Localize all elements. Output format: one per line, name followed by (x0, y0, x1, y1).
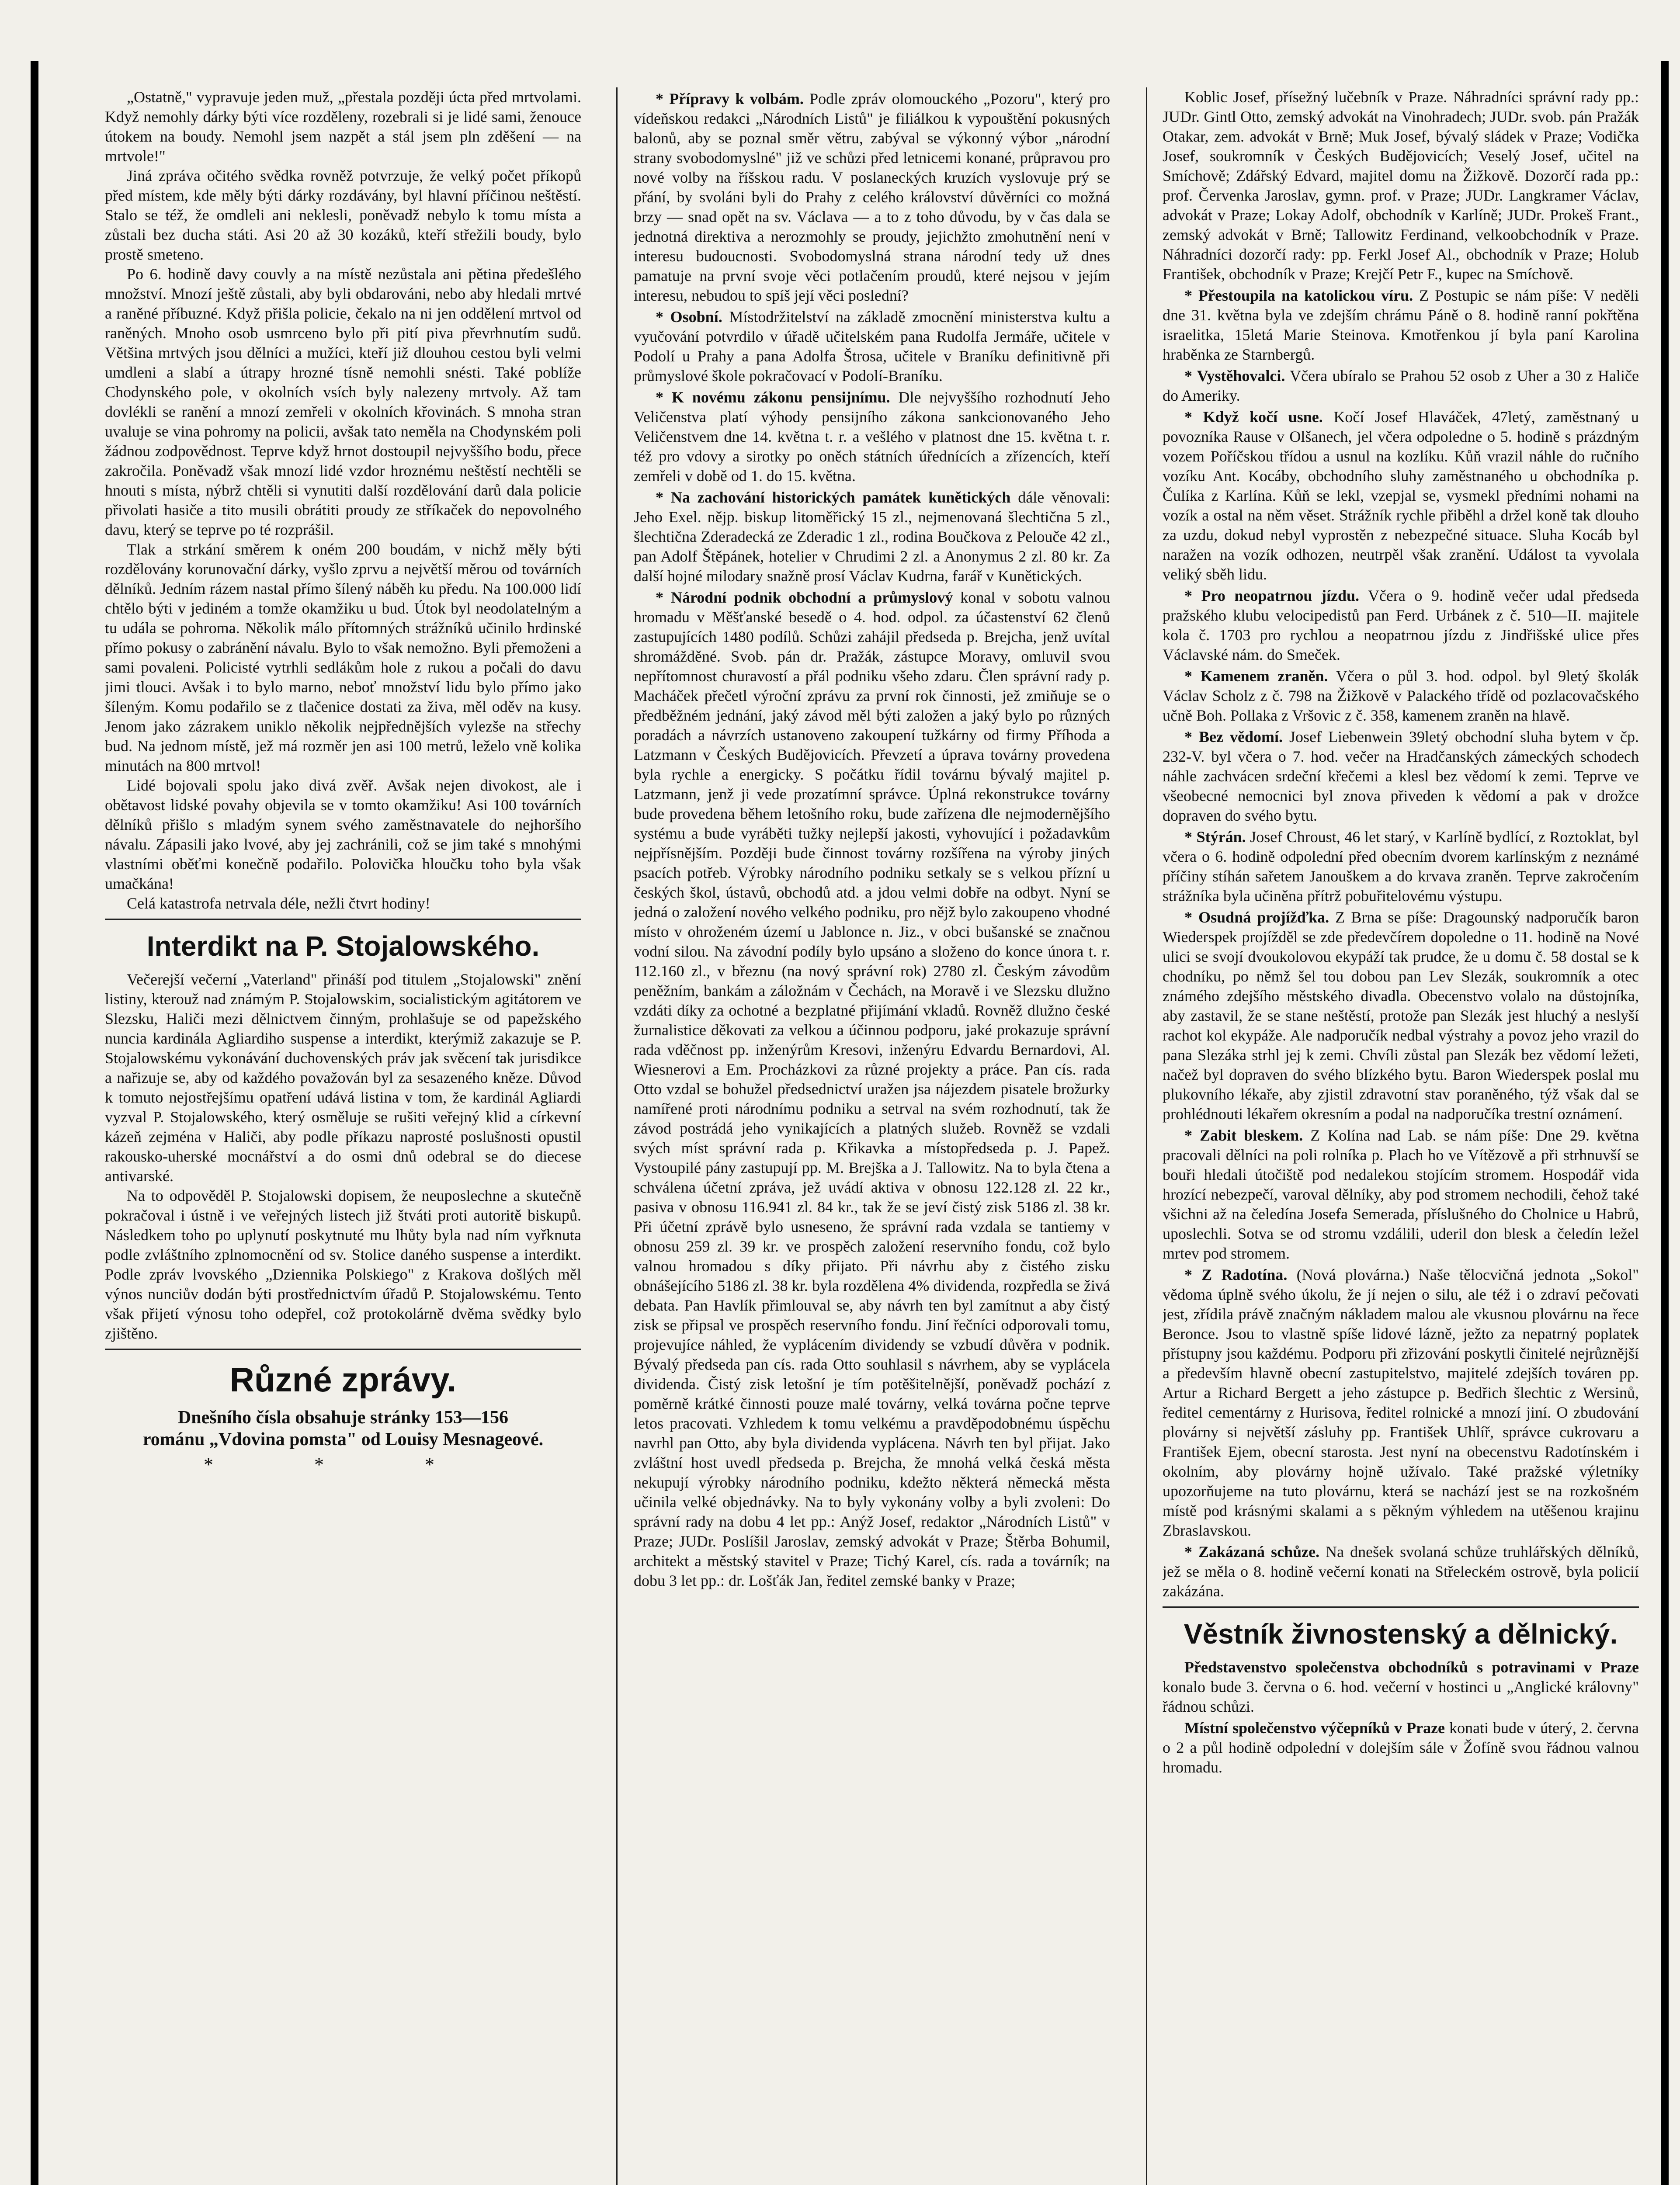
news-item-text: Kočí Josef Hlaváček, 47letý, zaměstnaný u povozníka Rause v Olšanech, jel včera odpoledne o 5. hodině s prázdným vozem Poříčskou třídou a usnul na kozlíku. Kůň vrazil náhle do ručního vozíku Ant. Kocáby, obchodního sluhy zaměstnaného u obchodníka p. Čulíka z Karlína. Kůň se lekl, vzepjal se, vysmekl předními nohami na vozík a ostal na něm věset. Strážník rychle přiběhl a držel koně tak dlouho za uzdu, dokud nebyl vyprostěn z nebezpečné situace. Sluha Kocáb byl naražen na vozík odhozen, neutrpěl však zranění. Událost ta vyvolala veliký sběh lidu. (1163, 408, 1639, 583)
column-2 (634, 87, 1110, 2185)
newspaper-page (105, 87, 1652, 2185)
news-item-title: * Osobní. (656, 308, 722, 326)
news-item-title: * Vystěhovalci. (1184, 367, 1285, 385)
article-paragraph: Koblic Josef, přísežný lučebník v Praze. Náhradníci správní rady pp.: JUDr. Gintl Otto, zemský advokát na Vinohradech; JUDr. svob. pán Pražák Otakar, zem. advokát v Brně; Muk Josef, bývalý sládek v Praze; Vodička Josef, soukromník v Českých Budějovicích; Veselý Josef, učitel na Smíchově; Zdářský Edvard, majitel domu na Žižkově. Dozorčí rada pp.: prof. Červenka Jaroslav, gymn. prof. v Praze; JUDr. Langkramer Václav, advokát v Praze; Lokay Adolf, obchodník v Karlíně; JUDr. Prokeš Frant., zemský advokát v Brně; Tallowitz Ferdinand, velkoobchodník v Praze. Náhradníci dozorčí rady: pp. Ferkl Josef Al., obchodník v Praze; Holub František, obchodník v Praze; Krejčí Petr F., kupec na Smíchově. (1163, 88, 1639, 283)
news-item-text: konal v sobotu valnou hromadu v Měšťanské besedě o 4. hod. odpol. za účastenství 62 členů zastupujících 1480 podílů. Schůzi zahájil předseda p. Brejcha, jenž uvítal shromážděné. Svob. pán dr. Pražák, zástupce Moravy, omluvil svou nepřítomnost churavostí a přál podniku všeho zdaru. Člen správní rady p. Macháček přečetl výroční zprávu za první rok činnosti, jež zmiňuje se o předběžném jednání, jaký závod měl býti založen a jaký bylo po různých poradách a návrzích ustanoveno zakoupení tužkárny od firmy Příhoda a Latzmann v Českých Budějovicích. Převzetí a úprava továrny provedena byla rychle a energicky. S počátku řídil továrnu bývalý majitel p. Latzmann, jenž ji vede prozatímní správce. Úplná rekonstrukce továrny bude provedena během letošního roku, bude zařízena dle nejmodernějšího systému a bude vyráběti tužky nejlepší jakosti, vyhovující i požadavkům nejpřísnějším. Později bude činnost továrny rozšířena na výroby jiných psacích potřeb. Výrobky národního podniku setkaly se s velkou přízní u českých škol, ústavů, obchodů atd. a jdou velmi dobře na odbyt. Nyní se jedná o založení nového velkého podniku, pro nějž bylo zakoupeno vhodné místo v ohroženém území u Jablonce n. Jiz., v obci bušanské se značnou vodní silou. Na závodní podíly bylo upsáno a složeno do konce února t. r. 112.160 zl., v březnu (na nový správní rok) 2780 zl. Českým závodům peněžním, bankám a záložnám v Čechách, na Moravě i ve Slezsku dlužno vzdáti díky za ochotné a bezplatné přijímání vkladů. Rovněž dlužno české žurnalistice děkovati za velkou a účinnou podporu, jaké prokazuje správní rada vděčnost pp. inženýrům Kresovi, inženýru Edvardu Bernardovi, Al. Wiesnerovi a Em. Procházkovi za různé projekty a práce. Pan cís. rada Otto vzdal se bohužel předsednictví uražen jsa nájezdem pisatele brožurky namířené proti národnímu podniku a setrval na svém rozhodnutí, tak že závod postrádá jeho vynikajících a platných služeb. Rovněž se vzdali svých míst správní rada p. Křikavka a místopředseda p. J. Papež. Vystoupilé pány zastupují pp. M. Brejška a J. Tallowitz. Na to byla čtena a schválena účetní zpráva, jež uvádí aktiva v obnosu 122.128 zl. 22 kr., pasiva v obnosu 116.941 zl. 84 kr., tak že se jeví čistý zisk 5186 zl. 38 kr. Při účetní zprávě bylo usneseno, že správní rada vzdala se tantiemy v obnosu 259 zl. 39 kr. ve prospěch založení reservního fondu, což bylo valnou hromadou s díky přijato. Při návrhu aby z čistého zisku obnášejícího 5186 zl. 38 kr. byla rozdělena 4% dividenda, rozpředla se živá debata. Pan Havlík přimlouval se, aby návrh ten byl zamítnut a aby čistý zisk se připsal ve prospěch reservního fondu. Jiní řečníci odporovali tomu, projevujíce náhled, že vyplácením dividendy se vzbudí důvěra v podnik. Bývalý předseda pan cís. rada Otto souhlasil s návrhem, aby se vyplácela dividenda. Čistý zisk letošní je tím potěšitelnější, poněvadž pochází z poměrně krátké činnosti pouze malé továrny, velká továrna počne teprve letos pracovati. Vzhledem k tomu velkému a pravděpodobnému úspěchu navrhl pan Otto, aby byla dividenda vyplácena. Návrh ten byl přijat. Jako zvláštní host uvedl předseda p. Brejcha, že mnohá velká česká města nekupují výrobky národního podniku, kdežto některá německá města učinila velké objednávky. Na to byly vykonány volby a byli zvoleni: Do správní rady na dobu 4 let pp.: Anýž Josef, redaktor „Národních Listů" v Praze; JUDr. Poslíšil Jaroslav, zemský advokát v Praze; Štěrba Bohumil, architekt a městský stavitel v Praze; Tichý Karel, cís. rada a továrník; na dobu 3 let pp.: dr. Lošťák Jan, ředitel zemské banky v Praze; (634, 589, 1110, 1589)
article-paragraph: Večerejší večerní „Vaterland" přináší pod titulem „Stojalowski" znění listiny, kterouž nad známým P. Stojalowskim, socialistickým agitátorem ve Slezsku, Haliči mezi dělnictvem činným, prohlašuje se od papežského nuncia kardinála Agliardiho suspense a interdikt, kterýmiž zakazuje se P. Stojalowskému vykonávání duchovenských práv jak svěcení tak jurisdikce a nařizuje se, aby od každého považován byl za sesazeného kněze. Důvod k tomuto nejostřejšímu opatření udává listina v tom, že kardinál Agliardi vyzval P. Stojalowského, který osměluje se rušiti veřejný klid a církevní kázeň zejména v Haliči, aby podle příkazu naprosté poslušnosti opustil rakousko-uherské mocnářství a do osmi dnů odebral se do diecese antivarské. (105, 971, 581, 1185)
article-paragraph: Lidé bojovali spolu jako divá zvěř. Avšak nejen divokost, ale i obětavost lidské povahy objevila se v tomto okamžiku! Asi 100 továrních dělníků přišlo s mladým synem svého zaměstnavatele do nejhoršího návalu. Zápasili jako lvové, aby jej zachránili, což se jim také s mnohými vlastními oběťmi konečně podařilo. Polovička hloučku toho byla však umačkána! (105, 777, 581, 892)
news-item-text: Josef Chroust, 46 let starý, v Karlíně bydlící, z Roztoklat, byl včera o 6. hodině odpolední před obecním dvorem karlínským z neznámé příčiny stíhán sařetem Janouškem a do krvava zraněn. Teprve zakročením strážníka byla učiněna přítrž pobuřitelovému výstupu. (1163, 828, 1639, 905)
news-item-text: dále věnovali: Jeho Exel. nějp. biskup litoměřický 15 zl., nejmenovaná šlechtična 5 zl., šlechtična Zderadecká ze Zderadic 1 zl., rodina Boučkova z Pelouče 42 zl., pan Adolf Štěpánek, hotelier v Chrudimi 2 zl. a Anonymus 2 zl. 80 kr. Za další hojné milodary snažně prosí Václav Kudrna, farář v Kunětických. (634, 489, 1110, 585)
news-item (634, 488, 1110, 586)
news-item (1163, 827, 1639, 906)
article-paragraph: „Ostatně," vypravuje jeden muž, „přestala později úcta před mrtvolami. Když nemohly dárky býti více rozděleny, rozebrali si je lidé sami, ženouce útokem na boudy. Nemohl jsem nazpět a stál jsem pln zděšení — na mrtvole!" (105, 88, 581, 165)
news-item-title: * Národní podnik obchodní a průmyslový (656, 589, 953, 606)
article-paragraph: Na to odpověděl P. Stojalowski dopisem, že neuposlechne a skutečně pokračoval i ústně i ve veřejných listech již štváti proti autoritě biskupů. Následkem toho po uplynutí poskytnuté mu lhůty byla nad ním vyřknuta podle zvláštního zplnomocnění od sv. Stolice daného suspense a interdikt. Podle zpráv lvovského „Dziennika Polskiego" z Krakova došlých měl výnos nunciův dodán býti prostřednictvím úřadů P. Stojalowskému. Tento však přijetí výnosu toho odepřel, což protokolárně dvěma svědky bylo zjištěno. (105, 1187, 581, 1342)
news-item (634, 388, 1110, 486)
news-item-text: Místodržitelství na základě zmocnění ministerstva kultu a vyučování potvrdilo v úřadě učitelském pana Rudolfa Jermáře, učitele v Podolí u Prahy a pana Adolfa Štrosa, učitele v Braníku definitivně při průmyslové škole pokračovací v Podolí-Braníku. (634, 308, 1110, 385)
news-item-text: Včera o 9. hodině večer udal předseda pražského klubu velocipedistů pan Ferd. Urbánek z č. 510—II. majitele kola č. 1703 pro rychlou a neopatrnou jízdu z Jindřišské ulice přes Václavské nám. do Smeček. (1163, 587, 1639, 663)
column-1 (105, 87, 581, 2185)
news-item-title: * Přestoupila na katolickou víru. (1184, 287, 1413, 304)
news-item-text: Včera o půl 3. hod. odpol. byl 9letý školák Václav Scholz z č. 798 na Žižkově v Palackého třídě od pozlacovačského učně Boh. Pollaka z Vršovic z č. 358, kamenem zraněn na hlavě. (1163, 667, 1639, 724)
news-item-title: * Zakázaná schůze. (1184, 1543, 1320, 1561)
news-item-text: (Nová plovárna.) Naše tělocvičná jednota „Sokol" vědoma úplně svého úkolu, že jí nejen o silu, ale též i o zdraví pečovati jest, zřídila právě značným nákladem malou ale vkusnou plovárnu na řece Beronce. Jsou to vlastně spíše lidové lázně, ježto za nepatrný poplatek přístupny jsou každému. Podporu při zřizování poskytli činitelé nejrůznější a především hlavně obecní zastupitelstvo, majitelé zdejších továren pp. Artur a Richard Bergett a jeho zástupce p. Bedřich šlechtic z Wersinů, ředitel cementárny z Hurisova, ředitel rolnické a mnozí jiní. O zbudování plovárny si největší zásluhy pp. František Uhlíř, správce cukrovaru a František Ejem, obecní starosta. Jest nyní na obecenstvu Radotínském i okolním, aby plovárny hojně užívalo. Také pražské výletníky upozorňujeme na tuto plovárnu, která se nachází jest se na rozkošném místě pod krásnými skalami a s pěkným výhledem na utěšenou krajinu Zbraslavskou. (1163, 1266, 1639, 1539)
headline-vestnik: Věstník živnostenský a dělnický. (1184, 1618, 1618, 1650)
column-3 (1163, 87, 1639, 2185)
article-paragraph: Jiná zpráva očitého svědka rovněž potvrzuje, že velký počet příkopů před místem, kde měly býti dárky rozdávány, byl hlavní příčinou neštěstí. Stalo se též, že omdleli ani neklesli, poněvadž nebylo k tomu místa a zůstali bez ducha státi. Asi 20 až 30 kozáků, kteří střežili boudy, bylo prostě smeteno. (105, 167, 581, 263)
article-paragraph: Celá katastrofa netrvala déle, nežli čtvrt hodiny! (127, 895, 430, 912)
news-item (1163, 1265, 1639, 1540)
news-item (1163, 1542, 1639, 1601)
divider (105, 919, 581, 920)
news-item (1163, 727, 1639, 825)
news-item-text: Josef Liebenwein 39letý obchodní sluha bytem v čp. 232-V. byl včera o 7. hod. večer na Hradčanských zámeckých schodech náhle zachvácen srdeční křečemi a klesl bez vědomí k zemi. Teprve ve všeobecné nemocnici byl znova přiveden k vědomí a pak v drožce dopraven do svého bytu. (1163, 728, 1639, 824)
article-paragraph: Tlak a strkání směrem k oném 200 boudám, v nichž měly býti rozdělovány korunovační dárky, vyšlo zprvu a největší měrou od továrních dělníků. Jedním rázem nastal přímo šílený náběh ku předu. Na 100.000 lidí chtělo býti v jediném a tomže okamžiku u bud. Útok byl neodolatelným a tu udála se pohroma. Několik málo přítomných strážníků učinilo hrdinské přímo pokusy o zabránění návalu. Bylo to však nemožno. Byli přemoženi a sami povaleni. Policisté vytrhli sedlákům hole z rukou a počali do davu jimi tlouci. Avšak i to bylo marno, neboť množství lidu bylo přímo jako šíleným. Komu podařilo se z tlačenice dostati za živa, měl oděv na kusy. Jenom jako zázrakem uniklo několik nejpřednějších vylezše na střechy bud. Na jednom místě, jež má rozměr jen asi 100 metrů, leželo vně kolika minutách na 800 mrtvol! (105, 541, 581, 774)
news-item-title: * Zabit bleskem. (1184, 1127, 1303, 1144)
news-item (1163, 1718, 1639, 1777)
news-item (634, 307, 1110, 386)
page-edge-right (1661, 61, 1669, 2185)
news-item-title: * Stýrán. (1184, 828, 1246, 846)
news-item-title: * K novému zákonu pensijnímu. (656, 388, 890, 406)
news-item (634, 588, 1110, 1591)
headline-interdikt: Interdikt na P. Stojalowského. (146, 930, 540, 962)
news-item-title: Představenstvo společenstva obchodníků s potravinami v Praze (1184, 1658, 1639, 1676)
news-item (1163, 286, 1639, 364)
news-item-text: Dle nejvyššího rozhodnutí Jeho Veličenstva platí výhody pensijního zákona sankcionovaného Jeho Veličenstvem dne 14. května t. r. a vešlého v platnost dne 15. května t. r. též pro vdovy a sirotky po oněch státních úřednících a zřízencích, kteří zemřeli v době od 1. do 15. května. (634, 388, 1110, 485)
serial-notice-line: románu „Vdovina pomsta" od Louisy Mesnageové. (142, 1429, 544, 1450)
news-item-title: * Když kočí usne. (1184, 408, 1323, 426)
news-item-text: Podle zpráv olomouckého „Pozoru", který pro vídeňskou redakci „Národních Listů" je filiálkou k vypouštění pokusných balonů, aby se poznal směr větru, zabýval se výkonný výbor „národní strany svobodomyslné" již ve schůzi před letnicemi konané, průpravou pro nové volby na říšskou radu. V poslaneckých kruzích vyslovuje prý se přání, by svoláni byli do Prahy z celého království důvěrníci co možná brzy — snad opět na sv. Václava — a to z toho důvodu, by v čas dala se jednotná direktiva a nerozmohly se proudy, jejichžto zmohutnění není v interesu budoucnosti. Svobodomyslná strana národní tedy už dnes pamatuje na první svoje věci potlačením proudů, které nejsou v jejím interesu, nebudou to spíš její věci poslední? (634, 90, 1110, 304)
news-item-text: Na dnešek svolaná schůze truhlářských dělníků, jež se měla o 8. hodině večerní konati na Střeleckém ostrově, byla policií zakázána. (1163, 1543, 1639, 1600)
divider (105, 1349, 581, 1350)
news-item (1163, 586, 1639, 665)
news-item-title: * Pro neopatrnou jízdu. (1184, 587, 1360, 604)
news-item (634, 89, 1110, 305)
news-item-text: Z Postupic se nám píše: V neděli dne 31. května byla ve zdejším chrámu Páně o 8. hodině ranní pokřtěna israelitka, 15letá Marie Steinova. Kmotřenkou jí byla paní Karolina hraběnka ze Starnbergů. (1163, 287, 1639, 363)
news-item-title: Místní společenstvo výčepníků v Praze (1184, 1719, 1445, 1737)
news-item-text: Včera ubíralo se Prahou 52 osob z Uher a 30 z Haliče do Ameriky. (1163, 367, 1639, 404)
divider (1163, 1606, 1639, 1608)
news-item (1163, 407, 1639, 584)
news-item (1163, 908, 1639, 1124)
news-item-text: Z Brna se píše: Dragounský nadporučík baron Wiederspek projížděl se zde předevčírem dopoledne o 11. hodině na Nové ulici se svojí dvoukolovou ekypáží tak prudce, že u domu č. 58 dostal se k chodníku, po němž šel tou dobou pan Lev Slezák, soukromník a otec známého zdejšího městského divadla. Obecenstvo volalo na důstojníka, aby zastavil, že se stane neštěstí, protože pan Slezák jest hluchý a neslyší rachot kol ekypáže. Ale nadporučík nedbal výstrahy a povoz jeho vrazil do pana Slezáka strhl jej k zemi. Chvíli zůstal pan Slezák bez vědomí ležeti, načež byl dopraven do svého blízkého bytu. Baron Wiederspek poslal mu plukovního lékaře, aby zjistil zdravotní stav poraněného, týž však dal se prohlédnouti lékařem okresním a podal na nadporučíka trestní oznámení. (1163, 909, 1639, 1123)
news-item (1163, 1126, 1639, 1263)
article-paragraph: Po 6. hodině davy couvly a na místě nezůstala ani pětina předešlého množství. Mnozí ještě zůstali, aby byli obdarováni, nebo aby hledali mrtvé a raněné příbuzné. Když přišla policie, čekalo na ni jen oddělení mrtvol od raněných. Mnoho osob usmrceno bylo při pití piva převrhnutím sudů. Většina mrtvých jsou dělníci a mužíci, kteří již dlouhou cestou byli velmi umdleni a slabí a útrapy hrozné tísně nemohli snésti. Také poblíže Chodynského pole, v okolních vsích byly nalezeny mrtvoly. Až tam dovlékli se ranění a mnozí zemřeli v okolních křovinách. S mnoha stran uvaluje se vina pohromy na policii, avšak tato neměla na Chodynském poli žádnou zodpovědnost. Teprve když hrnot dostoupil nejvyššího bodu, přece zakročila. Poněvadž však mnozí lidé vzdor hroznému neštěstí nechtěli se hnouti s místa, nýbrž chtěli si vynutiti další rozdělování darů dala policie přivolati hasiče a tito musili obrátiti proudy ze stříkaček do nepovolného davu, který se teprve po té rozprášil. (105, 265, 581, 538)
column-rule (1146, 87, 1147, 2185)
news-item-title: * Kamenem zraněn. (1184, 667, 1328, 685)
news-item-title: * Přípravy k volbám. (656, 90, 804, 108)
news-item-text: konati bude v úterý, 2. června o 2 a půl hodině odpolední v dolejším sále v Žofíně svou řádnou valnou hromadu. (1163, 1719, 1639, 1776)
news-item-title: * Osudná projížďka. (1184, 909, 1329, 926)
serial-notice-line: Dnešního čísla obsahuje stránky 153—156 (177, 1408, 509, 1428)
news-item (1163, 366, 1639, 406)
page-edge-left (31, 61, 38, 2185)
separator-stars: * * * (204, 1454, 482, 1475)
news-item-title: * Na zachování historických památek kunětických (656, 489, 1011, 506)
news-item-text: konalo bude 3. června o 6. hod. večerní v hostinci u „Anglické královny" řádnou schůzi. (1163, 1678, 1639, 1715)
news-item-text: Z Kolína nad Lab. se nám píše: Dne 29. května pracovali dělníci na poli rolníka p. Plach ho ve Vítězově a při strhnuvší se bouři hledali útočiště pod nedalekou stojícím stromem. Hospodář vida hrozící nebezpečí, varoval dělníky, aby pod stromem nechodili, čehož také všichni až na čeledína Josefa Semerada, příslušného do Cholnice u Habrů, uposlechli. Sotva se od stromu vzdálili, uderil don blesk a čeledín ležel mrtev pod stromem. (1163, 1127, 1639, 1262)
news-item (1163, 666, 1639, 725)
column-rule (616, 87, 618, 2185)
news-item-title: * Z Radotína. (1184, 1266, 1288, 1283)
news-item-title: * Bez vědomí. (1184, 728, 1283, 746)
headline-ruzne-zpravy: Různé zprávy. (229, 1360, 457, 1399)
news-item (1163, 1658, 1639, 1717)
